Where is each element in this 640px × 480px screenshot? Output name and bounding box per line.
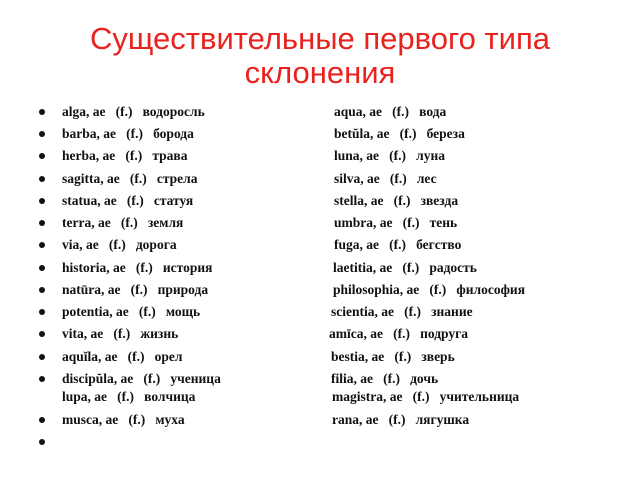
word-right: laetitia, ae (f.) радость — [333, 260, 477, 275]
word-right: amīca, ae (f.) подруга — [329, 326, 469, 341]
list-bullet — [39, 131, 45, 137]
word-left: sagitta, ae (f.) стрела — [62, 171, 198, 186]
word-right: bestia, ae (f.) зверь — [331, 349, 455, 364]
word-left: lupa, ae (f.) волчица — [62, 389, 196, 404]
list-bullet — [39, 176, 45, 182]
word-left: barba, ae (f.) борода — [62, 126, 194, 141]
word-right: stella, ae (f.) звезда — [334, 193, 459, 208]
word-left: statua, ae (f.) статуя — [62, 193, 194, 208]
word-left: historia, ae (f.) история — [62, 260, 213, 275]
word-right: scientia, ae (f.) знание — [331, 304, 473, 319]
word-right: silva, ae (f.) лес — [334, 171, 437, 186]
word-left: alga, ae (f.) водоросль — [62, 104, 205, 119]
word-right: filia, ae (f.) дочь — [331, 371, 439, 386]
list-bullet — [39, 309, 45, 315]
list-bullet — [39, 417, 45, 423]
word-right: rana, ae (f.) лягушка — [332, 412, 470, 427]
slide-title: Существительные первого типа склонения — [90, 21, 550, 90]
word-left: discipŭla, ae (f.) ученица — [62, 371, 221, 386]
word-right: magistra, ae (f.) учительница — [332, 389, 520, 404]
list-bullet — [39, 287, 45, 293]
word-left: natūra, ae (f.) природа — [62, 282, 209, 297]
list-bullet — [39, 198, 45, 204]
word-left: herba, ae (f.) трава — [62, 148, 188, 163]
list-bullet — [39, 265, 45, 271]
word-left: vita, ae (f.) жизнь — [62, 326, 179, 341]
word-left: terra, ae (f.) земля — [62, 215, 184, 230]
list-bullet — [39, 153, 45, 159]
word-right: fuga, ae (f.) бегство — [334, 237, 462, 252]
word-left: musca, ae (f.) муха — [62, 412, 185, 427]
list-bullet — [39, 376, 45, 382]
word-right: umbra, ae (f.) тень — [334, 215, 458, 230]
list-bullet — [39, 242, 45, 248]
word-right: philosophia, ae (f.) философия — [333, 282, 525, 297]
word-left: via, ae (f.) дорога — [62, 237, 177, 252]
list-bullet — [39, 354, 45, 360]
list-bullet — [39, 220, 45, 226]
list-bullet — [39, 331, 45, 337]
list-bullet — [39, 439, 45, 445]
word-right: luna, ae (f.) луна — [334, 148, 445, 163]
word-right: betŭla, ae (f.) береза — [334, 126, 465, 141]
word-left: potentia, ae (f.) мощь — [62, 304, 201, 319]
word-right: aqua, ae (f.) вода — [334, 104, 447, 119]
word-left: aquĭla, ae (f.) орел — [62, 349, 183, 364]
list-bullet — [39, 109, 45, 115]
